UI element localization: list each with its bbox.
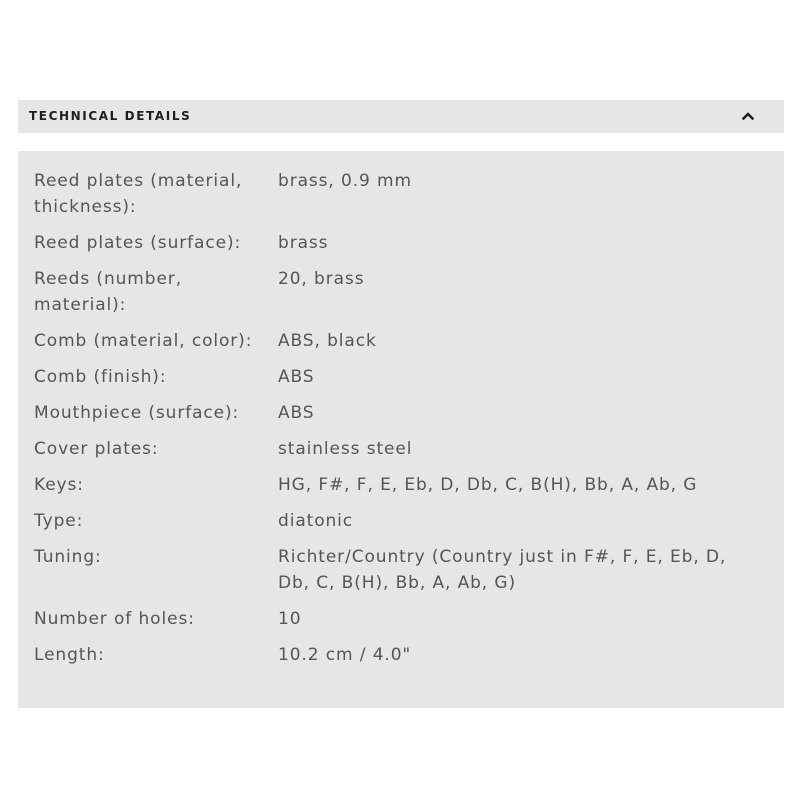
spec-value: 10 — [278, 609, 302, 629]
spec-label: Mouthpiece (surface): — [34, 403, 240, 423]
spec-label: Length: — [34, 645, 105, 665]
spec-value: brass, 0.9 mm — [278, 171, 412, 191]
spec-row-type — [34, 508, 764, 544]
spec-row-length — [34, 642, 764, 678]
spec-label: Reed plates (material, thickness): — [34, 171, 243, 217]
technical-details-header[interactable] — [18, 100, 784, 133]
technical-details-panel — [18, 151, 784, 708]
spec-row-comb-material — [34, 328, 764, 364]
section-title: TECHNICAL DETAILS — [29, 109, 192, 123]
spec-value: Richter/Country (Country just in F#, F, E, Eb, D, Db, C, B(H), Bb, A, Ab, G) — [278, 547, 727, 593]
spec-row-reeds — [34, 266, 764, 328]
spec-row-reed-plates-material — [34, 168, 764, 230]
spec-label: Comb (material, color): — [34, 331, 253, 351]
spec-label: Reeds (number, material): — [34, 269, 183, 315]
spec-value: stainless steel — [278, 439, 413, 459]
spec-table — [34, 168, 764, 678]
spec-label: Type: — [34, 511, 84, 531]
spec-value: ABS, black — [278, 331, 377, 351]
spec-label: Tuning: — [34, 547, 102, 567]
spec-label: Keys: — [34, 475, 84, 495]
spec-label: Comb (finish): — [34, 367, 167, 387]
spec-value: ABS — [278, 403, 315, 423]
spec-value: 20, brass — [278, 269, 365, 289]
spec-value: ABS — [278, 367, 315, 387]
spec-row-mouthpiece — [34, 400, 764, 436]
spec-label: Cover plates: — [34, 439, 159, 459]
spec-row-comb-finish — [34, 364, 764, 400]
spec-row-keys — [34, 472, 764, 508]
spec-value: diatonic — [278, 511, 354, 531]
spec-value: HG, F#, F, E, Eb, D, Db, C, B(H), Bb, A, Ab, G — [278, 475, 698, 495]
spec-row-number-of-holes — [34, 606, 764, 642]
chevron-up-icon[interactable] — [740, 108, 756, 124]
spec-value: 10.2 cm / 4.0" — [278, 645, 412, 665]
spec-label: Number of holes: — [34, 609, 195, 629]
spec-row-tuning — [34, 544, 764, 606]
spec-value: brass — [278, 233, 329, 253]
spec-row-reed-plates-surface — [34, 230, 764, 266]
spec-row-cover-plates — [34, 436, 764, 472]
spec-label: Reed plates (surface): — [34, 233, 242, 253]
